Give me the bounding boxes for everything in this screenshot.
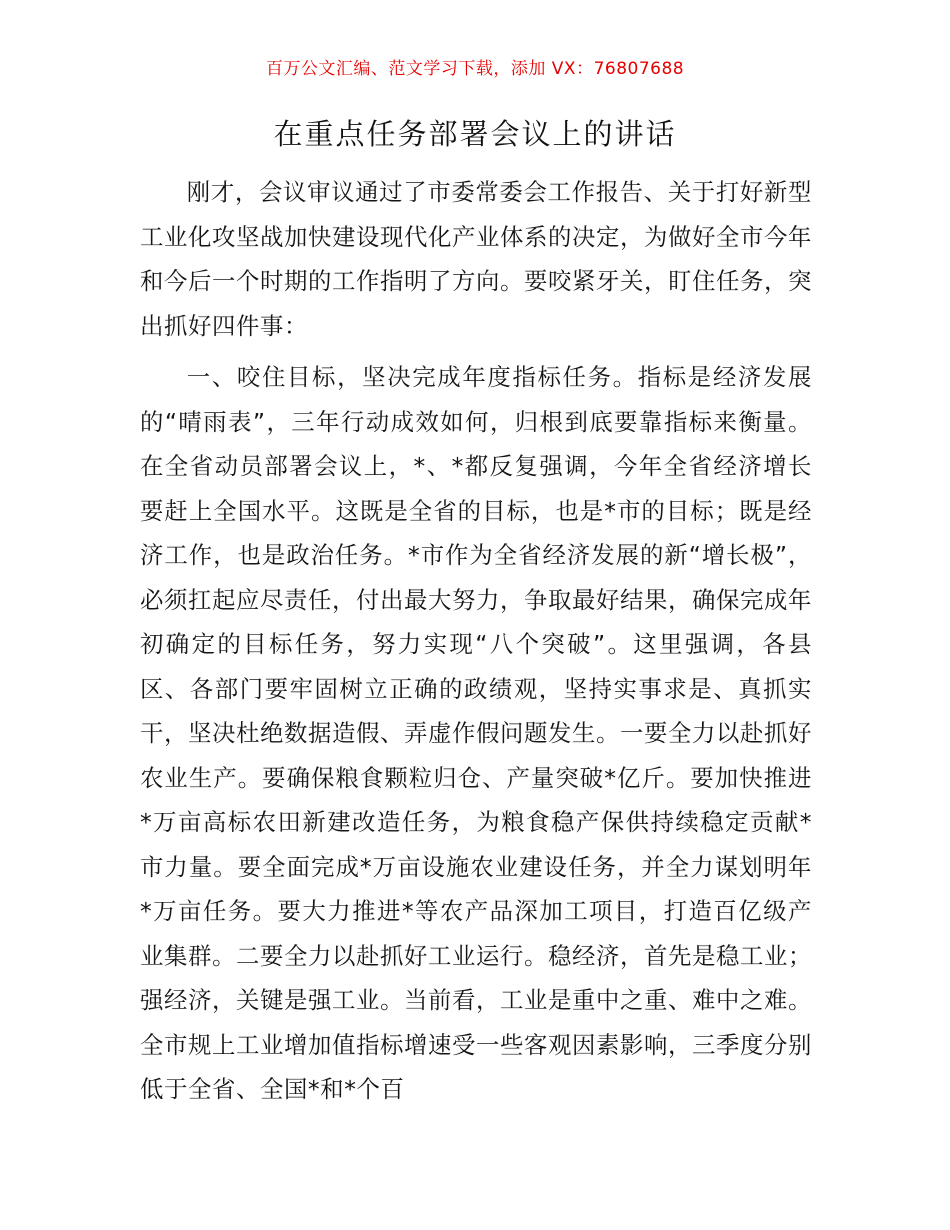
paragraph-section-one: 一、咬住目标，坚决完成年度指标任务。指标是经济发展的“晴雨表”，三年行动成效如何，归根到底要靠指标来衡量。在全省动员部署会议上，*、*都反复强调，今年全省经济增长要赶上全国水平。这既是全省的目标，也是*市的目标；既是经济工作，也是政治任务。*市作为全省经济发展的新“增长极”，必须扛起应尽责任，付出最大努力，争取最好结果，确保完成年初确定的目标任务，努力实现“八个突破”。这里强调，各县区、各部门要牢固树立正确的政绩观，坚持实事求是、真抓实干，坚决杜绝数据造假、弄虚作假问题发生。一要全力以赴抓好农业生产。要确保粮食颗粒归仓、产量突破*亿斤。要加快推进*万亩高标农田新建改造任务，为粮食稳产保供持续稳定贡献*市力量。要全面完成*万亩设施农业建设任务，并全力谋划明年*万亩任务。要大力推进*等农产品深加工项目，打造百亿级产业集群。二要全力以赴抓好工业运行。稳经济，首先是稳工业；强经济，关键是强工业。当前看，工业是重中之重、难中之难。全市规上工业增加值指标增速受一些客观因素影响，三季度分别低于全省、全国*和*个百 [140, 363, 812, 1103]
paragraph-intro: 刚才，会议审议通过了市委常委会工作报告、关于打好新型工业化攻坚战加快建设现代化产业体系的决定，为做好全市今年和今后一个时期的工作指明了方向。要咬紧牙关，盯住任务，突出抓好四件事： [140, 178, 812, 340]
document-body [140, 170, 812, 1112]
watermark-header: 百万公文汇编、范文学习下载，添加 VX：76807688 [265, 59, 685, 79]
document-title: 在重点任务部署会议上的讲话 [273, 117, 677, 151]
